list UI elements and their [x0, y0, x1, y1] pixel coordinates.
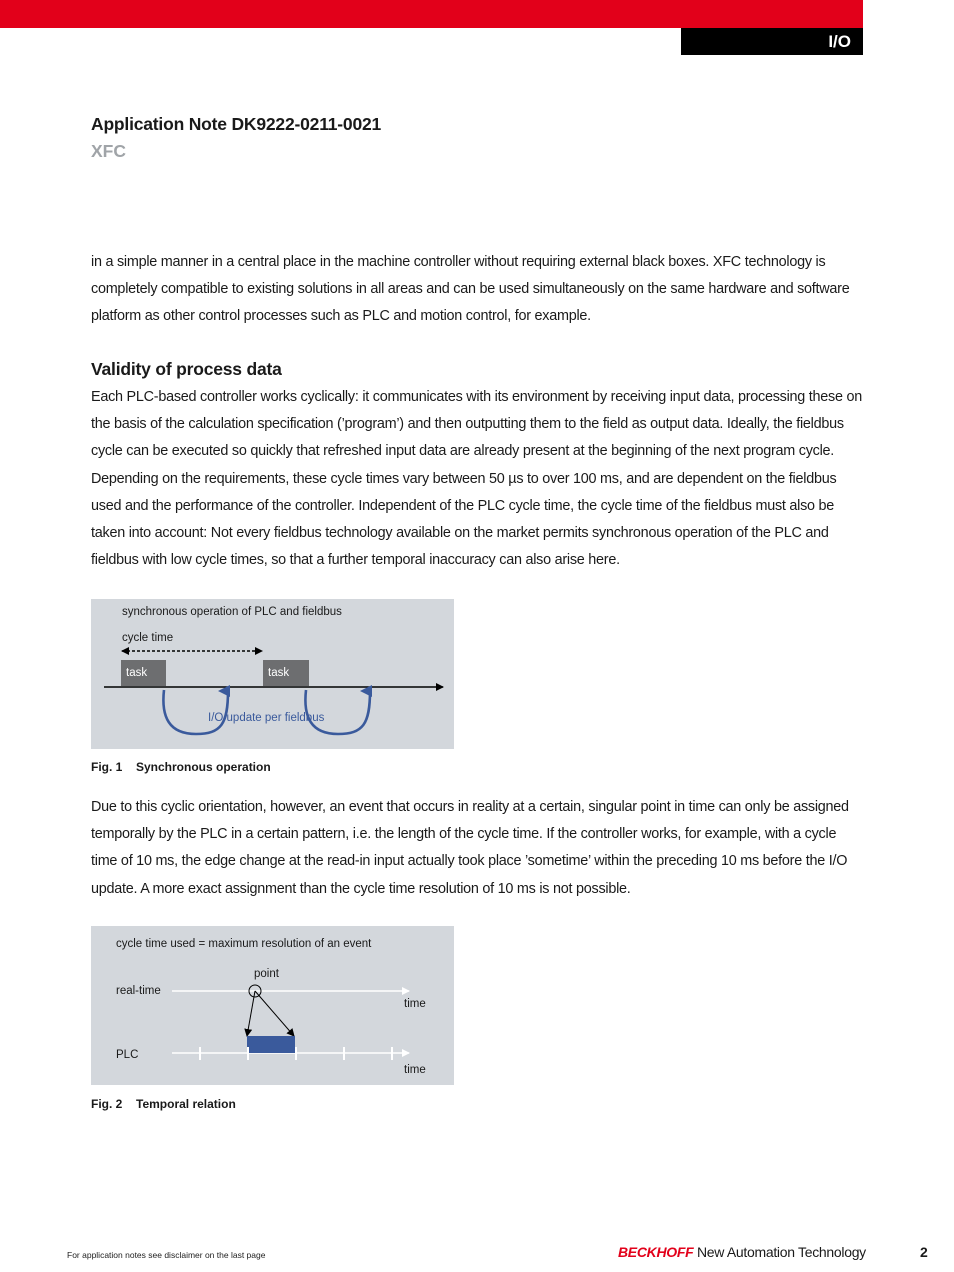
task-label-2: task — [268, 667, 290, 679]
document-subtitle: XFC — [91, 141, 126, 161]
figure-2-diagram — [91, 926, 454, 1085]
figure-2-caption — [91, 1097, 236, 1111]
body-paragraph-3: Due to this cyclic orientation, however, an event that occurs in reality at a certain, singular point in time can only be assigned temporally by the PLC in a certain pattern, i.e. the length of the cycle time. If the controller works, for example, with a cycle time of 10 ms, the edge change at the read-in input actually took place ’sometime’ within the preceding 10 ms before the I/O update. A more exact assignment than the cycle time resolution of 10 ms is not possible. — [91, 799, 849, 897]
body-paragraph-1: in a simple manner in a central place in the machine controller without requiring external black boxes. XFC technology is completely compatible to existing solutions in all areas and can be used simultaneously on the same hardware and software platform as other control processes such as PLC and motion control, for example. — [91, 254, 850, 325]
realtime-label: real-time — [116, 985, 161, 997]
event-arrow-left — [247, 991, 255, 1036]
beckhoff-logo: BECKHOFF — [618, 1244, 694, 1260]
figure-1-caption-text: Synchronous operation — [136, 760, 271, 774]
footer-disclaimer: For application notes see disclaimer on the last page — [67, 1250, 266, 1260]
section-tab: I/O — [681, 28, 863, 55]
figure-2-title: cycle time used = maximum resolution of an event — [116, 938, 372, 950]
figure-1-title: synchronous operation of PLC and fieldbus — [122, 606, 342, 618]
figure-2-number: Fig. 2 — [91, 1097, 123, 1111]
figure-1-number: Fig. 1 — [91, 760, 123, 774]
plc-label: PLC — [116, 1049, 139, 1061]
plc-time-label: time — [404, 1064, 426, 1076]
brand-tagline: New Automation Technology — [696, 1244, 866, 1260]
brand-line — [618, 1244, 866, 1260]
header-red-bar — [0, 0, 863, 28]
body-paragraph-2: Each PLC-based controller works cyclically: it communicates with its environment by receiving input data, processing these on the basis of the calculation specification (’program’) and then outputting them to the field as output data. Ideally, the fieldbus cycle can be executed so quickly that refreshed input data are already present at the beginning of the next program cycle. Depending on the requirements, these cycle times vary between 50 µs to over 100 ms, and are dependent on the fieldbus used and the performance of the controller. Independent of the PLC cycle time, the cycle time of the fieldbus must also be taken into account: Not every fieldbus technology available on the market permits synchronous operation of the PLC and fieldbus with low cycle times, so that a further temporal inaccuracy can also arise here. — [91, 389, 862, 569]
realtime-time-label: time — [404, 998, 426, 1010]
io-update-label: I/O update per fieldbus — [208, 712, 325, 724]
document-title: Application Note DK9222-0211-0021 — [91, 114, 382, 134]
page-number: 2 — [920, 1244, 928, 1260]
figure-1-caption — [91, 760, 271, 774]
cycle-time-label: cycle time — [122, 632, 174, 644]
point-label: point — [254, 968, 279, 980]
section-heading: Validity of process data — [91, 359, 282, 379]
task-label-1: task — [126, 667, 148, 679]
plc-cycle-block — [247, 1036, 295, 1053]
figure-2-caption-text: Temporal relation — [136, 1097, 236, 1111]
event-arrow-right — [255, 991, 294, 1036]
figure-1-diagram — [91, 599, 454, 749]
figure-temporal-relation — [91, 926, 454, 1085]
figure-synchronous-operation — [91, 599, 454, 749]
